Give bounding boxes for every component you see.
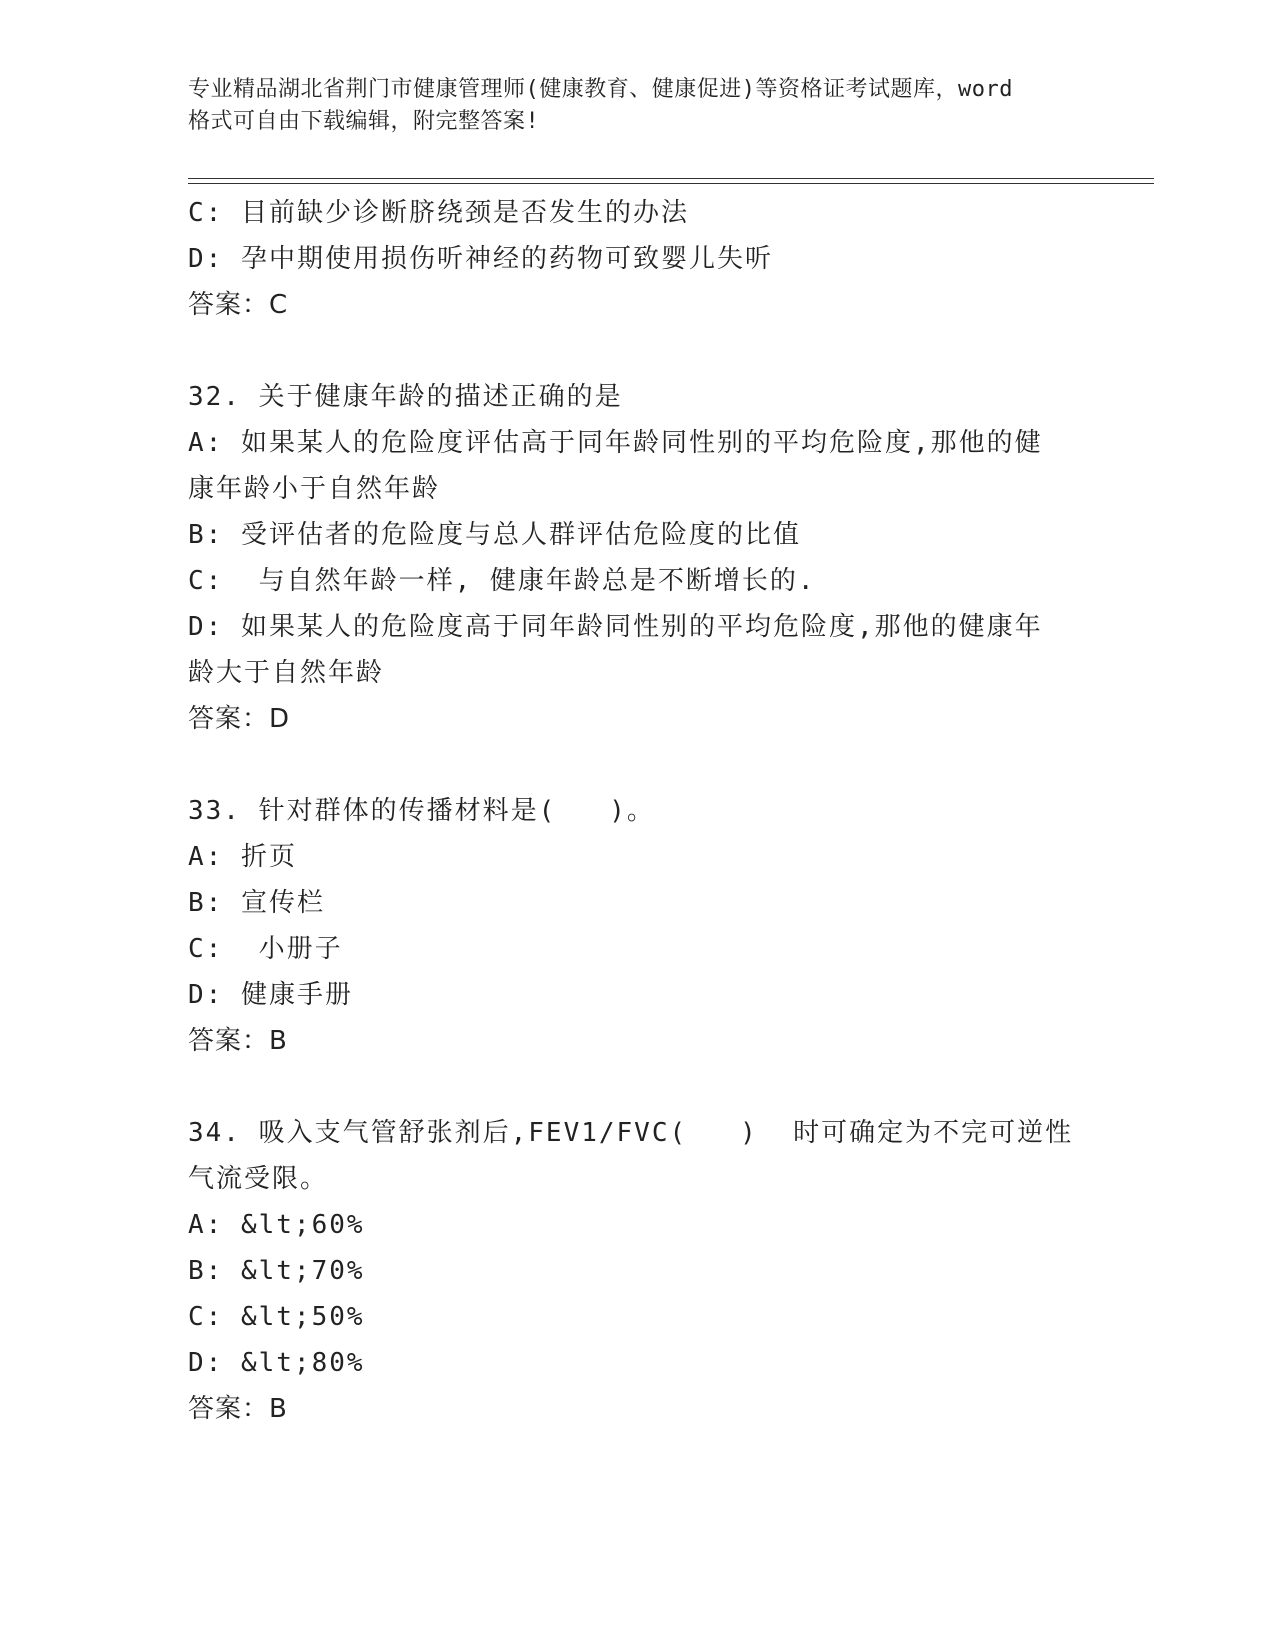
option-c: C: 与自然年龄一样, 健康年龄总是不断增长的. [188,566,816,596]
question-32-block [188,374,1088,742]
header-divider-top [188,178,1154,179]
answer: 答案：B [188,1026,288,1056]
question-stem-line-2: 气流受限。 [188,1164,329,1194]
question-stem: 33. 针对群体的传播材料是( )。 [188,796,655,826]
option-d: D: 孕中期使用损伤听神经的药物可致婴儿失听 [188,244,773,274]
answer: 答案：B [188,1394,288,1424]
previous-question-block [188,190,1088,328]
option-a-line-2: 康年龄小于自然年龄 [188,474,441,504]
option-b: B: &lt;70% [188,1256,365,1286]
header-line-1: 专业精品湖北省荆门市健康管理师(健康教育、健康促进)等资格证考试题库，word [188,77,1013,102]
question-34-block [188,1110,1088,1432]
option-a: A: &lt;60% [188,1210,365,1240]
option-d: D: &lt;80% [188,1348,365,1378]
option-a: A: 折页 [188,842,297,872]
header-divider-bottom [188,183,1154,184]
option-d: D: 健康手册 [188,980,353,1010]
answer: 答案：D [188,704,291,734]
option-a-line-1: A: 如果某人的危险度评估高于同年龄同性别的平均危险度,那他的健 [188,428,1043,458]
option-c: C: 目前缺少诊断脐绕颈是否发生的办法 [188,198,689,228]
header-line-2: 格式可自由下载编辑，附完整答案! [188,109,540,134]
question-stem: 32. 关于健康年龄的描述正确的是 [188,382,623,412]
option-c: C: &lt;50% [188,1302,365,1332]
document-header [188,74,1088,138]
option-b: B: 受评估者的危险度与总人群评估危险度的比值 [188,520,801,550]
option-c: C: 小册子 [188,934,343,964]
option-d-line-1: D: 如果某人的危险度高于同年龄同性别的平均危险度,那他的健康年 [188,612,1043,642]
option-d-line-2: 龄大于自然年龄 [188,658,385,688]
answer: 答案：C [188,290,289,320]
question-33-block [188,788,1088,1064]
question-stem-line-1: 34. 吸入支气管舒张剂后,FEV1/FVC( ) 时可确定为不完可逆性 [188,1118,1074,1148]
option-b: B: 宣传栏 [188,888,325,918]
question-content [188,190,1088,1432]
